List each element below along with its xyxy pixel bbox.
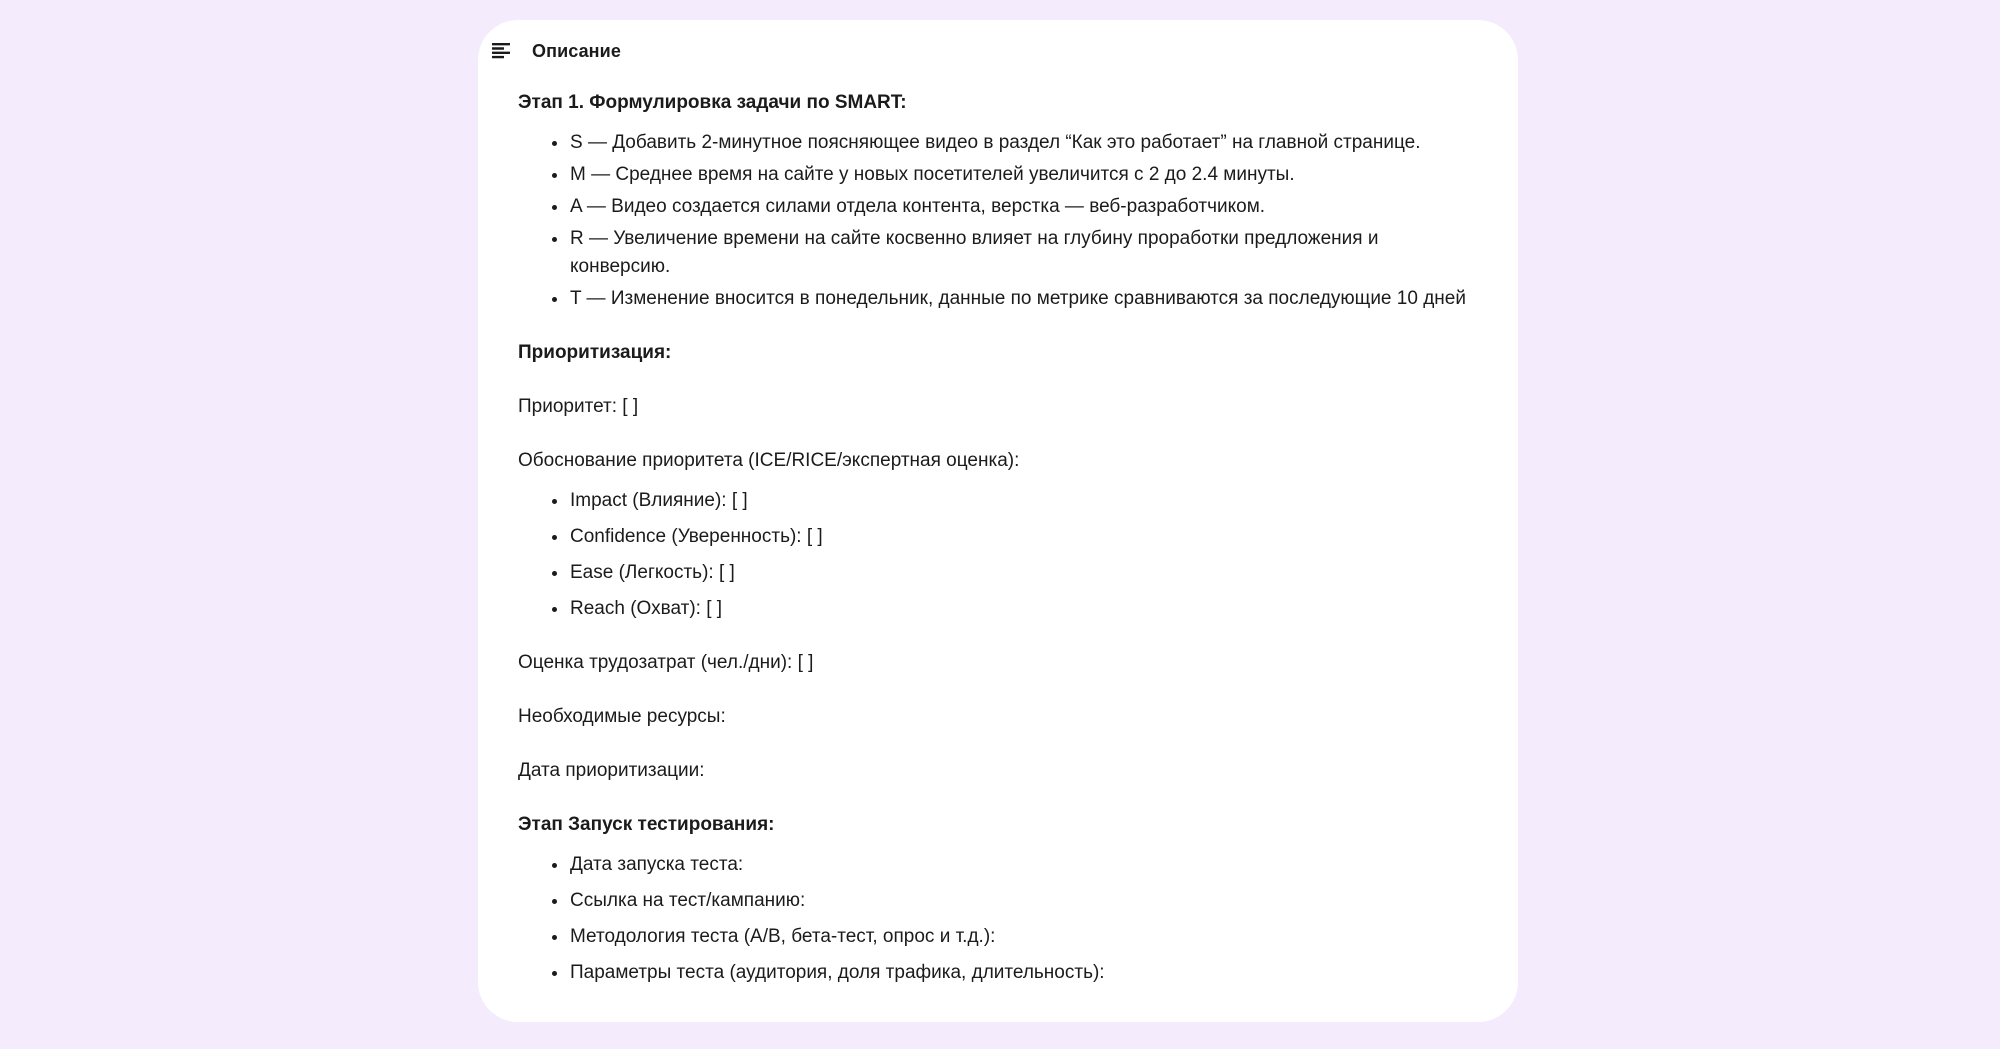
section-heading-smart bbox=[518, 89, 1478, 117]
field-prioritization-date bbox=[518, 757, 1478, 785]
heading-text: Этап 1. Формулировка задачи по SMART: bbox=[518, 92, 907, 113]
list-item: M — Среднее время на сайте у новых посетителей увеличится с 2 до 2.4 минуты. bbox=[550, 161, 1470, 189]
description-card-content bbox=[478, 20, 1518, 995]
heading-text: Этап Запуск тестирования: bbox=[518, 814, 775, 835]
list-item: Ease (Легкость): [ ] bbox=[550, 559, 1470, 587]
list-item: S — Добавить 2-минутное поясняющее видео в раздел “Как это работает” на главной странице. bbox=[550, 129, 1470, 157]
test-launch-bullet-list bbox=[518, 851, 1478, 987]
list-item: A — Видео создается силами отдела контента, верстка — веб-разработчиком. bbox=[550, 193, 1470, 221]
field-priority bbox=[518, 393, 1478, 421]
description-card bbox=[478, 20, 1518, 1022]
list-item: R — Увеличение времени на сайте косвенно влияет на глубину проработки предложения и конверсию. bbox=[550, 225, 1470, 281]
list-item: Ссылка на тест/кампанию: bbox=[550, 887, 1470, 915]
paragraph-text: Обоснование приоритета (ICE/RICE/экспертная оценка): bbox=[518, 450, 1020, 471]
description-lines-icon bbox=[490, 39, 514, 63]
list-item: Дата запуска теста: bbox=[550, 851, 1470, 879]
list-item: Методология теста (A/B, бета-тест, опрос и т.д.): bbox=[550, 923, 1470, 951]
field-priority-rationale bbox=[518, 447, 1478, 475]
description-body bbox=[478, 89, 1518, 987]
smart-bullet-list bbox=[518, 129, 1478, 313]
field-required-resources bbox=[518, 703, 1478, 731]
section-heading-prioritization bbox=[518, 339, 1478, 367]
list-item: Параметры теста (аудитория, доля трафика, длительность): bbox=[550, 959, 1470, 987]
description-header bbox=[478, 20, 1518, 63]
paragraph-text: Необходимые ресурсы: bbox=[518, 706, 726, 727]
description-label: Описание bbox=[532, 41, 621, 61]
paragraph-text: Оценка трудозатрат (чел./дни): [ ] bbox=[518, 652, 814, 673]
list-item: T — Изменение вносится в понедельник, данные по метрике сравниваются за последующие 10 дней bbox=[550, 285, 1470, 313]
list-item: Impact (Влияние): [ ] bbox=[550, 487, 1470, 515]
field-effort-estimate bbox=[518, 649, 1478, 677]
list-item: Confidence (Уверенность): [ ] bbox=[550, 523, 1470, 551]
list-item: Reach (Охват): [ ] bbox=[550, 595, 1470, 623]
section-heading-test-launch bbox=[518, 811, 1478, 839]
ice-rice-bullet-list bbox=[518, 487, 1478, 623]
heading-text: Приоритизация: bbox=[518, 342, 672, 363]
paragraph-text: Приоритет: [ ] bbox=[518, 396, 639, 417]
paragraph-text: Дата приоритизации: bbox=[518, 760, 705, 781]
